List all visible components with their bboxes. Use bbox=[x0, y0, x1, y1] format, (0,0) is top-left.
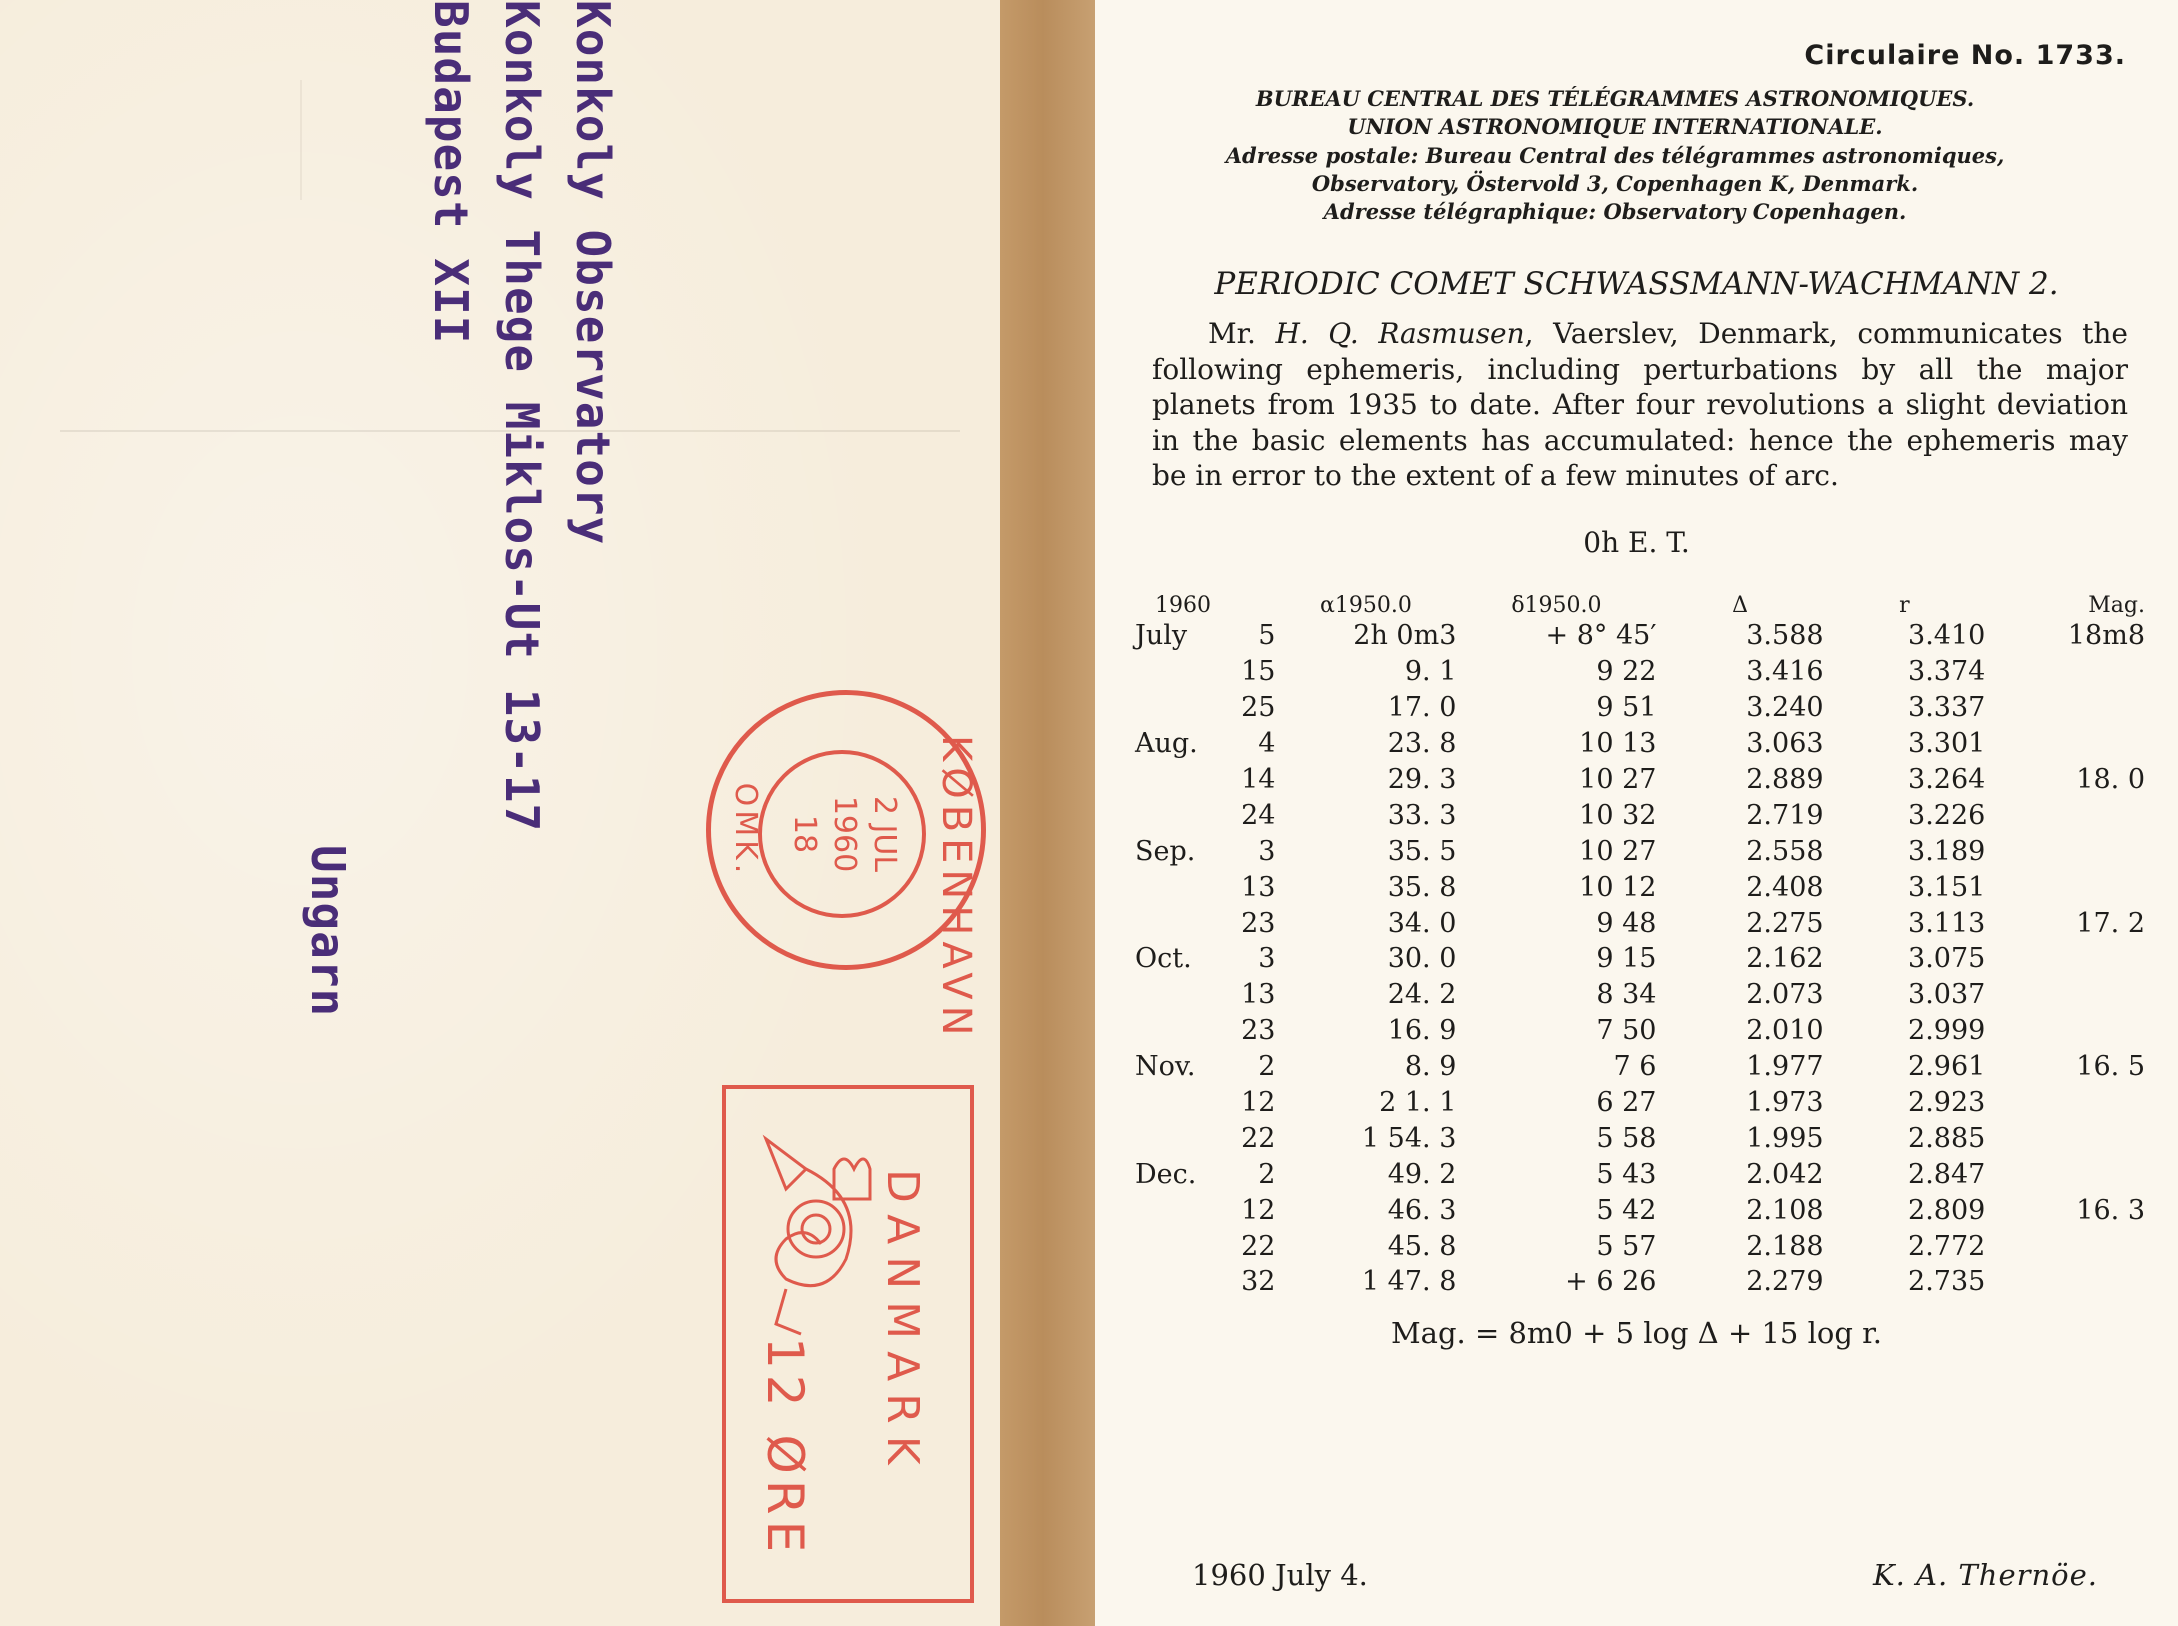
cell-day: 5 bbox=[1258, 620, 1276, 652]
cell-ra: 2 1. 1 bbox=[1379, 1087, 1457, 1119]
ephemeris-epoch: 0h E. T. bbox=[1583, 526, 1690, 559]
header-line-3: Adresse postale: Bureau Central des télégrammes astronomiques, bbox=[1225, 143, 2005, 168]
cell-r: 3.410 bbox=[1908, 620, 1986, 652]
postmark-date-hour: 18 bbox=[787, 814, 822, 854]
table-row bbox=[1135, 941, 2145, 977]
cell-day: 14 bbox=[1241, 764, 1276, 795]
cell-delta: 2.558 bbox=[1746, 835, 1824, 867]
cell-day: 23 bbox=[1241, 907, 1276, 939]
address-line-2: Konkoly Thege Miklos-Ut 13-17 bbox=[495, 0, 549, 833]
cell-month: Sep. bbox=[1135, 835, 1196, 867]
cell-dec: 9 22 bbox=[1596, 656, 1657, 688]
body-text: , Vaerslev, Denmark, communicates the following ephemeris, including perturbations by all the major planets from 1935 to date. After four revolutions a slight deviation in the basic elements has accumulated: hence the ephemeris may be in error to the extent of a few minutes of arc. bbox=[1152, 317, 2128, 492]
cell-day: 22 bbox=[1241, 1122, 1276, 1154]
cell-dec: 10 27 bbox=[1579, 764, 1657, 795]
cell-r: 2.999 bbox=[1908, 1015, 1986, 1047]
cell-month bbox=[1135, 905, 1218, 941]
cell-dec: 7 50 bbox=[1596, 1015, 1657, 1047]
cell-mag: 16. 3 bbox=[2076, 1194, 2145, 1226]
col-year: 1960 bbox=[1155, 593, 1211, 618]
col-mag: Mag. bbox=[2088, 593, 2145, 618]
cell-ra: 33. 3 bbox=[1387, 799, 1457, 831]
cell-mag bbox=[1985, 654, 2145, 690]
cell-month: July bbox=[1135, 620, 1188, 652]
magnitude-formula: Mag. = 8m0 + 5 log Δ + 15 log r. bbox=[1390, 1316, 1883, 1350]
cell-delta: 2.275 bbox=[1746, 907, 1824, 939]
cell-mag: 17. 2 bbox=[2076, 907, 2145, 939]
cell-month bbox=[1135, 869, 1218, 905]
col-ra: α1950.0 bbox=[1320, 593, 1412, 618]
cell-dec: 9 15 bbox=[1596, 943, 1657, 975]
header-line-1: BUREAU CENTRAL DES TÉLÉGRAMMES ASTRONOMIQUES. bbox=[1255, 86, 1975, 111]
cell-r: 3.037 bbox=[1908, 979, 1986, 1011]
author-name: H. Q. Rasmusen bbox=[1275, 317, 1525, 350]
cell-ra: 1 54. 3 bbox=[1361, 1122, 1457, 1154]
circular-page bbox=[1095, 0, 2178, 1626]
header-line-4: Observatory, Östervold 3, Copenhagen K, Denmark. bbox=[1311, 171, 1919, 196]
cell-ra: 46. 3 bbox=[1387, 1194, 1457, 1226]
table-row bbox=[1135, 797, 2145, 833]
table-row bbox=[1135, 869, 2145, 905]
cell-mag: 18m8 bbox=[2067, 620, 2145, 652]
cell-day: 22 bbox=[1241, 1230, 1276, 1262]
cell-ra: 8. 9 bbox=[1404, 1051, 1457, 1083]
cell-r: 3.301 bbox=[1908, 728, 1986, 760]
cell-month bbox=[1135, 1264, 1218, 1300]
cell-dec: 10 32 bbox=[1579, 799, 1657, 831]
cell-mag bbox=[1985, 941, 2145, 977]
meter-country: DANMARK bbox=[877, 1169, 928, 1477]
cell-mag bbox=[1985, 1013, 2145, 1049]
cell-ra: 17. 0 bbox=[1387, 692, 1457, 724]
cell-r: 2.809 bbox=[1908, 1194, 1986, 1226]
cell-delta: 2.188 bbox=[1746, 1230, 1824, 1262]
cell-dec: 5 58 bbox=[1596, 1122, 1657, 1154]
cell-delta: 2.408 bbox=[1746, 871, 1824, 903]
body-paragraph bbox=[1152, 316, 2128, 494]
cell-r: 2.885 bbox=[1908, 1122, 1986, 1154]
meter-value: 12 ØRE bbox=[756, 1337, 814, 1559]
cell-dec: 6 27 bbox=[1596, 1087, 1657, 1119]
cell-month: Dec. bbox=[1135, 1158, 1197, 1190]
cell-ra: 2h 0m3 bbox=[1353, 620, 1457, 652]
cell-dec: 9 48 bbox=[1596, 907, 1657, 939]
cell-ra: 35. 5 bbox=[1387, 835, 1457, 867]
cell-delta: 3.063 bbox=[1746, 728, 1824, 760]
cell-month: Nov. bbox=[1135, 1051, 1196, 1083]
envelope-back bbox=[0, 0, 1000, 1626]
cell-day: 2 bbox=[1258, 1051, 1276, 1083]
header-line-5: Adresse télégraphique: Observatory Copenhagen. bbox=[1323, 199, 1907, 224]
posthorn-crown-icon bbox=[746, 1109, 876, 1349]
cell-r: 3.151 bbox=[1908, 871, 1986, 903]
cell-day: 13 bbox=[1241, 871, 1276, 903]
cell-r: 2.735 bbox=[1908, 1266, 1986, 1298]
table-row bbox=[1135, 1013, 2145, 1049]
cell-dec: 10 12 bbox=[1579, 871, 1657, 903]
col-r: r bbox=[1899, 593, 1910, 618]
cell-ra: 16. 9 bbox=[1387, 1015, 1457, 1047]
cell-delta: 1.973 bbox=[1746, 1087, 1824, 1119]
table-row bbox=[1135, 977, 2145, 1013]
cell-mag bbox=[1985, 797, 2145, 833]
address-line-1: Konkoly Observatory bbox=[566, 0, 620, 546]
cell-mag bbox=[1985, 1264, 2145, 1300]
cell-r: 2.923 bbox=[1908, 1087, 1986, 1119]
table-row bbox=[1135, 1156, 2145, 1192]
cell-month bbox=[1135, 797, 1218, 833]
cell-delta: 2.108 bbox=[1746, 1194, 1824, 1226]
cell-delta: 1.995 bbox=[1746, 1122, 1824, 1154]
cell-ra: 30. 0 bbox=[1387, 943, 1457, 975]
cell-delta: 2.889 bbox=[1746, 764, 1824, 795]
cell-ra: 23. 8 bbox=[1387, 728, 1457, 760]
cell-dec: 10 13 bbox=[1579, 728, 1657, 760]
cell-delta: 2.073 bbox=[1746, 979, 1824, 1011]
postmark-date-year: 1960 bbox=[827, 795, 862, 873]
cell-dec: + 8° 45′ bbox=[1545, 620, 1657, 652]
cell-ra: 35. 8 bbox=[1387, 871, 1457, 903]
cell-dec: 5 43 bbox=[1596, 1158, 1657, 1190]
table-row bbox=[1135, 726, 2145, 762]
cell-mag bbox=[1985, 977, 2145, 1013]
cell-delta: 2.279 bbox=[1746, 1266, 1824, 1298]
cell-dec: 8 34 bbox=[1596, 979, 1657, 1011]
cell-month: Oct. bbox=[1135, 943, 1192, 975]
table-row bbox=[1135, 1120, 2145, 1156]
cell-dec: 5 57 bbox=[1596, 1230, 1657, 1262]
cell-dec: 5 42 bbox=[1596, 1194, 1657, 1226]
table-row bbox=[1135, 690, 2145, 726]
table-header-row bbox=[1135, 580, 2145, 618]
table-row bbox=[1135, 618, 2145, 654]
signature: K. A. Thernöe. bbox=[1872, 1558, 2098, 1592]
cell-mag bbox=[1985, 1156, 2145, 1192]
cell-ra: 9. 1 bbox=[1404, 656, 1457, 688]
cell-r: 2.961 bbox=[1908, 1051, 1986, 1083]
cell-month bbox=[1135, 977, 1218, 1013]
cell-day: 24 bbox=[1241, 799, 1276, 831]
cell-ra: 49. 2 bbox=[1387, 1158, 1457, 1190]
cell-dec: 9 51 bbox=[1596, 692, 1657, 724]
ephemeris-table bbox=[1135, 580, 2145, 1300]
cell-r: 3.113 bbox=[1908, 907, 1986, 939]
table-row bbox=[1135, 1228, 2145, 1264]
postmark-date-day: 2 JUL bbox=[867, 795, 902, 873]
circular-number: Circulaire No. 1733. bbox=[1804, 40, 2126, 71]
header-line-2: UNION ASTRONOMIQUE INTERNATIONALE. bbox=[1347, 114, 1883, 139]
franking-meter bbox=[722, 1085, 974, 1603]
cell-month bbox=[1135, 1228, 1218, 1264]
cell-day: 12 bbox=[1241, 1087, 1276, 1119]
table-row bbox=[1135, 833, 2145, 869]
cell-mag: 18. 0 bbox=[2076, 764, 2145, 795]
cell-r: 2.772 bbox=[1908, 1230, 1986, 1262]
table-row bbox=[1135, 1085, 2145, 1121]
col-delta: Δ bbox=[1732, 593, 1748, 618]
cell-delta: 2.042 bbox=[1746, 1158, 1824, 1190]
cell-day: 3 bbox=[1258, 835, 1276, 867]
cell-day: 15 bbox=[1241, 656, 1276, 688]
cell-month bbox=[1135, 762, 1218, 798]
table-row bbox=[1135, 762, 2145, 798]
cell-r: 3.075 bbox=[1908, 943, 1986, 975]
cell-r: 3.189 bbox=[1908, 835, 1986, 867]
table-row bbox=[1135, 905, 2145, 941]
cell-r: 3.337 bbox=[1908, 692, 1986, 724]
table-row bbox=[1135, 1192, 2145, 1228]
cell-ra: 45. 8 bbox=[1387, 1230, 1457, 1262]
cell-r: 3.264 bbox=[1908, 764, 1986, 795]
cell-ra: 34. 0 bbox=[1387, 907, 1457, 939]
body-prefix: Mr. bbox=[1208, 317, 1276, 350]
cell-ra: 1 47. 8 bbox=[1361, 1266, 1457, 1298]
cell-r: 3.374 bbox=[1908, 656, 1986, 688]
issue-date: 1960 July 4. bbox=[1192, 1558, 1368, 1592]
table-row bbox=[1135, 1264, 2145, 1300]
address-line-3: Budapest XII bbox=[424, 0, 478, 345]
cell-day: 23 bbox=[1241, 1015, 1276, 1047]
postmark-inner-ring bbox=[758, 750, 926, 918]
cell-day: 25 bbox=[1241, 692, 1276, 724]
cell-dec: + 6 26 bbox=[1565, 1266, 1657, 1298]
cell-mag bbox=[1985, 869, 2145, 905]
cell-month bbox=[1135, 690, 1218, 726]
cell-mag bbox=[1985, 1085, 2145, 1121]
postmark-office: OMK. bbox=[728, 782, 763, 878]
cell-mag bbox=[1985, 726, 2145, 762]
cell-mag bbox=[1985, 1120, 2145, 1156]
cell-day: 3 bbox=[1258, 943, 1276, 975]
cell-ra: 24. 2 bbox=[1387, 979, 1457, 1011]
cell-month bbox=[1135, 1192, 1218, 1228]
address-line-4: Ungarn bbox=[301, 845, 355, 1018]
cell-day: 13 bbox=[1241, 979, 1276, 1011]
cell-month bbox=[1135, 1085, 1218, 1121]
cell-r: 3.226 bbox=[1908, 799, 1986, 831]
cell-delta: 2.162 bbox=[1746, 943, 1824, 975]
postmark-city: KØBENHAVN bbox=[933, 735, 979, 1042]
cell-r: 2.847 bbox=[1908, 1158, 1986, 1190]
cell-mag: 16. 5 bbox=[2076, 1051, 2145, 1083]
cell-month bbox=[1135, 1120, 1218, 1156]
cell-month: Aug. bbox=[1135, 728, 1198, 760]
cell-day: 2 bbox=[1258, 1158, 1276, 1190]
col-dec: δ1950.0 bbox=[1511, 593, 1602, 618]
cell-day: 12 bbox=[1241, 1194, 1276, 1226]
cell-dec: 10 27 bbox=[1579, 835, 1657, 867]
comet-title: PERIODIC COMET SCHWASSMANN-WACHMANN 2. bbox=[1214, 266, 2059, 302]
cell-dec: 7 6 bbox=[1613, 1051, 1657, 1083]
cell-delta: 3.240 bbox=[1746, 692, 1824, 724]
cell-ra: 29. 3 bbox=[1387, 764, 1457, 795]
cell-delta: 3.588 bbox=[1746, 620, 1824, 652]
cell-day: 32 bbox=[1241, 1266, 1276, 1298]
cell-month bbox=[1135, 1013, 1218, 1049]
cell-delta: 2.719 bbox=[1746, 799, 1824, 831]
cell-delta: 2.010 bbox=[1746, 1015, 1824, 1047]
table-row bbox=[1135, 1049, 2145, 1085]
cell-delta: 3.416 bbox=[1746, 656, 1824, 688]
cell-mag bbox=[1985, 833, 2145, 869]
postmark-stamp bbox=[706, 690, 986, 1042]
cell-month bbox=[1135, 654, 1218, 690]
booklet-spine bbox=[1000, 0, 1095, 1626]
table-row bbox=[1135, 654, 2145, 690]
cell-mag bbox=[1985, 690, 2145, 726]
cell-delta: 1.977 bbox=[1746, 1051, 1824, 1083]
cell-mag bbox=[1985, 1228, 2145, 1264]
cell-day: 4 bbox=[1258, 728, 1276, 760]
